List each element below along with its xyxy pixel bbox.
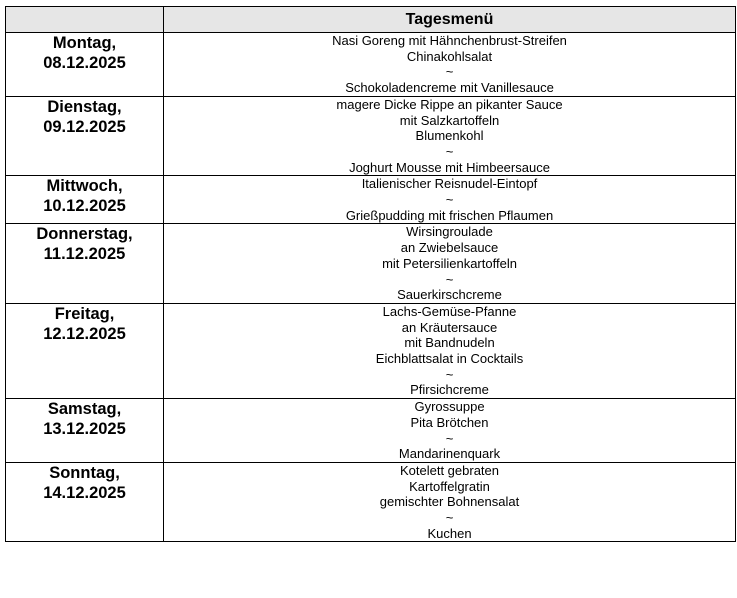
date-label: 12.12.2025 <box>43 324 126 343</box>
main-course-line: Kotelett gebraten <box>399 462 500 478</box>
main-course-line: Chinakohlsalat <box>406 48 493 64</box>
header-row <box>6 7 736 33</box>
weekday-label: Sonntag, <box>49 463 120 482</box>
table-row <box>6 176 736 224</box>
dessert-line: Sauerkirschcreme <box>397 287 502 303</box>
dessert-line: Joghurt Mousse mit Himbeersauce <box>349 159 550 175</box>
main-course-line: Eichblattsalat in Cocktails <box>375 351 524 366</box>
date-label: 11.12.2025 <box>43 245 126 264</box>
main-course-line: Lachs-Gemüse-Pfanne <box>382 303 517 319</box>
weekday-label: Donnerstag, <box>36 225 133 244</box>
dessert-line: Pfirsichcreme <box>410 382 489 398</box>
main-course-line: Pita Brötchen <box>410 414 489 430</box>
menu-title: Tagesmenü <box>164 7 736 33</box>
menu-body <box>6 33 736 542</box>
weekday-label: Samstag, <box>47 400 122 419</box>
date-label: 08.12.2025 <box>43 54 126 72</box>
day-cell <box>6 303 164 398</box>
course-separator: ~ <box>445 510 454 525</box>
meal-cell <box>164 462 736 542</box>
meal-cell <box>164 96 736 176</box>
day-cell <box>6 96 164 176</box>
main-course-line: gemischter Bohnensalat <box>379 494 520 510</box>
day-cell <box>6 176 164 224</box>
main-course-line: an Kräutersauce <box>401 319 498 335</box>
menu-table <box>5 6 736 542</box>
main-course-line: Nasi Goreng mit Hähnchenbrust-Streifen <box>332 33 567 48</box>
table-row <box>6 96 736 176</box>
course-separator: ~ <box>445 64 454 80</box>
weekday-label: Dienstag, <box>47 97 122 116</box>
meal-cell <box>164 176 736 224</box>
main-course-line: Blumenkohl <box>415 128 484 144</box>
main-course-line: Gyrossuppe <box>414 399 485 415</box>
weekday-label: Montag, <box>52 34 117 52</box>
main-course-line: an Zwiebelsauce <box>400 240 499 256</box>
course-separator: ~ <box>445 430 454 446</box>
day-cell <box>6 462 164 542</box>
main-course-line: Wirsingroulade <box>406 224 493 240</box>
main-course-line: mit Salzkartoffeln <box>399 112 500 128</box>
date-label: 14.12.2025 <box>43 483 126 502</box>
main-course-line: Kartoffelgratin <box>409 478 490 494</box>
course-separator: ~ <box>445 271 454 287</box>
meal-cell <box>164 224 736 304</box>
weekday-label: Mittwoch, <box>46 177 123 196</box>
main-course-line: magere Dicke Rippe an pikanter Sauce <box>336 96 563 112</box>
dessert-line: Mandarinenquark <box>398 446 501 462</box>
course-separator: ~ <box>445 143 454 159</box>
day-cell <box>6 224 164 304</box>
main-course-line: mit Bandnudeln <box>404 335 495 351</box>
day-cell <box>6 33 164 97</box>
header-blank-cell <box>6 7 164 33</box>
course-separator: ~ <box>445 366 454 382</box>
table-row <box>6 224 736 304</box>
meal-cell <box>164 303 736 398</box>
day-cell <box>6 399 164 463</box>
table-row <box>6 462 736 542</box>
main-course-line: mit Petersilienkartoffeln <box>382 255 517 271</box>
dessert-line: Schokoladencreme mit Vanillesauce <box>345 80 554 96</box>
table-row <box>6 303 736 398</box>
main-course-line: Italienischer Reisnudel-Eintopf <box>361 176 538 192</box>
date-label: 10.12.2025 <box>43 197 126 216</box>
course-separator: ~ <box>445 192 454 207</box>
table-row <box>6 399 736 463</box>
meal-cell <box>164 33 736 97</box>
dessert-line: Grießpudding mit frischen Pflaumen <box>345 207 554 223</box>
dessert-line: Kuchen <box>427 525 472 541</box>
table-row <box>6 33 736 97</box>
date-label: 09.12.2025 <box>43 117 126 136</box>
weekday-label: Freitag, <box>54 304 115 323</box>
meal-cell <box>164 399 736 463</box>
date-label: 13.12.2025 <box>43 420 126 439</box>
